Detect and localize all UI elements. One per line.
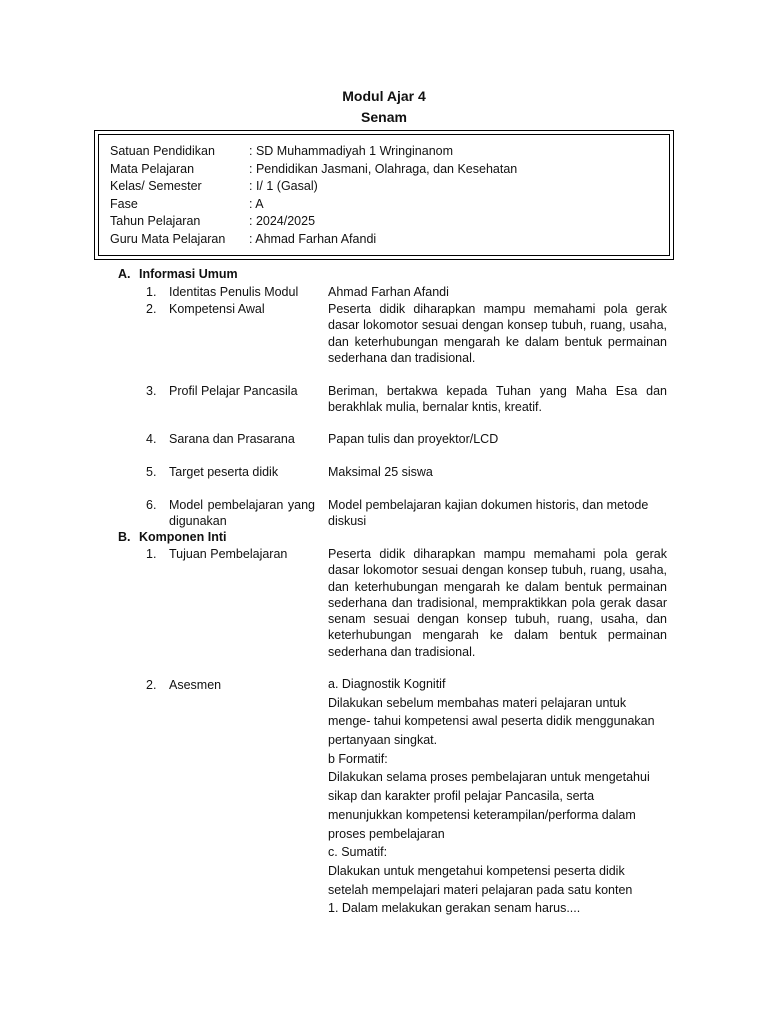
asesmen-line: Dilakukan sebelum membahas materi pelajaran untuk (328, 695, 627, 710)
item-label: Asesmen (169, 678, 222, 692)
item-number: 4. (146, 432, 157, 446)
item-number: 1. (146, 285, 157, 299)
item-value: Maksimal 25 siswa (328, 465, 433, 479)
section-title: Informasi Umum (139, 267, 238, 281)
module-title: Modul Ajar 4 (342, 88, 426, 104)
identity-row (110, 231, 376, 248)
identity-value: : Ahmad Farhan Afandi (249, 232, 377, 246)
item-label: Target peserta didik (169, 465, 279, 479)
asesmen-block (328, 675, 673, 918)
asesmen-line: proses pembelajaran (328, 826, 445, 841)
identity-key: Mata Pelajaran (110, 162, 195, 176)
item-value: Peserta didik diharapkan mampu memahami pola gerak dasar lokomotor sesuai dengan konsep tubuh, ruang, usaha, dan keterhubungan mengarah ke dalam bentuk permainan sederhana dan tradisional, mempraktikkan pola gerak dasar senam sesuai dengan konsep tubuh, ruang, usaha, dan keterhubungan mengarah ke dalam bentuk permainan sederhana dan tradisional. (328, 547, 667, 659)
asesmen-line: c. Sumatif: (328, 845, 388, 860)
section-letter: B. (118, 530, 131, 544)
identity-row (110, 213, 315, 230)
identity-value: : I/ 1 (Gasal) (249, 179, 318, 193)
section-heading (118, 266, 238, 283)
item-value: Ahmad Farhan Afandi (328, 285, 449, 299)
identity-value: : 2024/2025 (249, 214, 316, 228)
asesmen-line: sikap dan karakter profil pelajar Pancasila, serta (328, 789, 595, 804)
identity-key: Kelas/ Semester (110, 179, 202, 193)
identity-key: Fase (110, 197, 138, 211)
item-number: 3. (146, 384, 157, 398)
identity-row (110, 143, 453, 160)
asesmen-line: menunjukkan kompetensi keterampilan/performa dalam (328, 807, 636, 822)
identity-row (110, 161, 517, 178)
item-number: 1. (146, 547, 157, 561)
asesmen-line: Dlakukan untuk mengetahui kompetensi peserta didik (328, 863, 625, 878)
identity-key: Guru Mata Pelajaran (110, 232, 226, 246)
asesmen-line: a. Diagnostik Kognitif (328, 677, 446, 691)
identity-value: : Pendidikan Jasmani, Olahraga, dan Kesehatan (249, 162, 518, 176)
item-number: 6. (146, 498, 157, 512)
identity-key: Satuan Pendidikan (110, 144, 215, 158)
section-letter: A. (118, 267, 131, 281)
item-label: Sarana dan Prasarana (169, 432, 295, 446)
item-number: 2. (146, 678, 157, 692)
item-label: Kompetensi Awal (169, 302, 265, 316)
identity-row (110, 178, 318, 195)
item-label: Profil Pelajar Pancasila (169, 384, 298, 398)
section-title: Komponen Inti (139, 530, 227, 544)
item-value: Beriman, bertakwa kepada Tuhan yang Maha Esa dan berakhlak mulia, bernalar kntis, kreatif. (328, 384, 667, 415)
item-value: Model pembelajaran kajian dokumen historis, dan metode diskusi (328, 498, 649, 529)
item-label: Tujuan Pembelajaran (169, 547, 288, 561)
identity-key: Tahun Pelajaran (110, 214, 201, 228)
item-number: 2. (146, 302, 157, 316)
asesmen-line: setelah mempelajari materi pelajaran pada satu konten (328, 882, 633, 897)
asesmen-line: b Formatif: (328, 751, 388, 766)
section-heading (118, 529, 227, 546)
identity-row (110, 196, 264, 213)
item-value: Papan tulis dan proyektor/LCD (328, 432, 499, 446)
asesmen-line: menge- tahui kompetensi awal peserta didik menggunakan (328, 714, 655, 729)
module-subtitle: Senam (361, 109, 407, 125)
asesmen-line: pertanyaan singkat. (328, 733, 438, 748)
asesmen-line: Dilakukan selama proses pembelajaran untuk mengetahui (328, 770, 650, 785)
item-value: Peserta didik diharapkan mampu memahami pola gerak dasar lokomotor sesuai dengan konsep tubuh, ruang, usaha, dan keterhubungan mengarah ke dalam bentuk permainan sederhana dan tradisional. (328, 302, 667, 365)
asesmen-line: 1. Dalam melakukan gerakan senam harus.... (328, 901, 581, 916)
item-label: Identitas Penulis Modul (169, 285, 299, 299)
item-label: Model pembelajaran yang digunakan (169, 498, 315, 529)
identity-value: : A (249, 197, 264, 211)
item-number: 5. (146, 465, 157, 479)
identity-value: : SD Muhammadiyah 1 Wringinanom (249, 144, 454, 158)
